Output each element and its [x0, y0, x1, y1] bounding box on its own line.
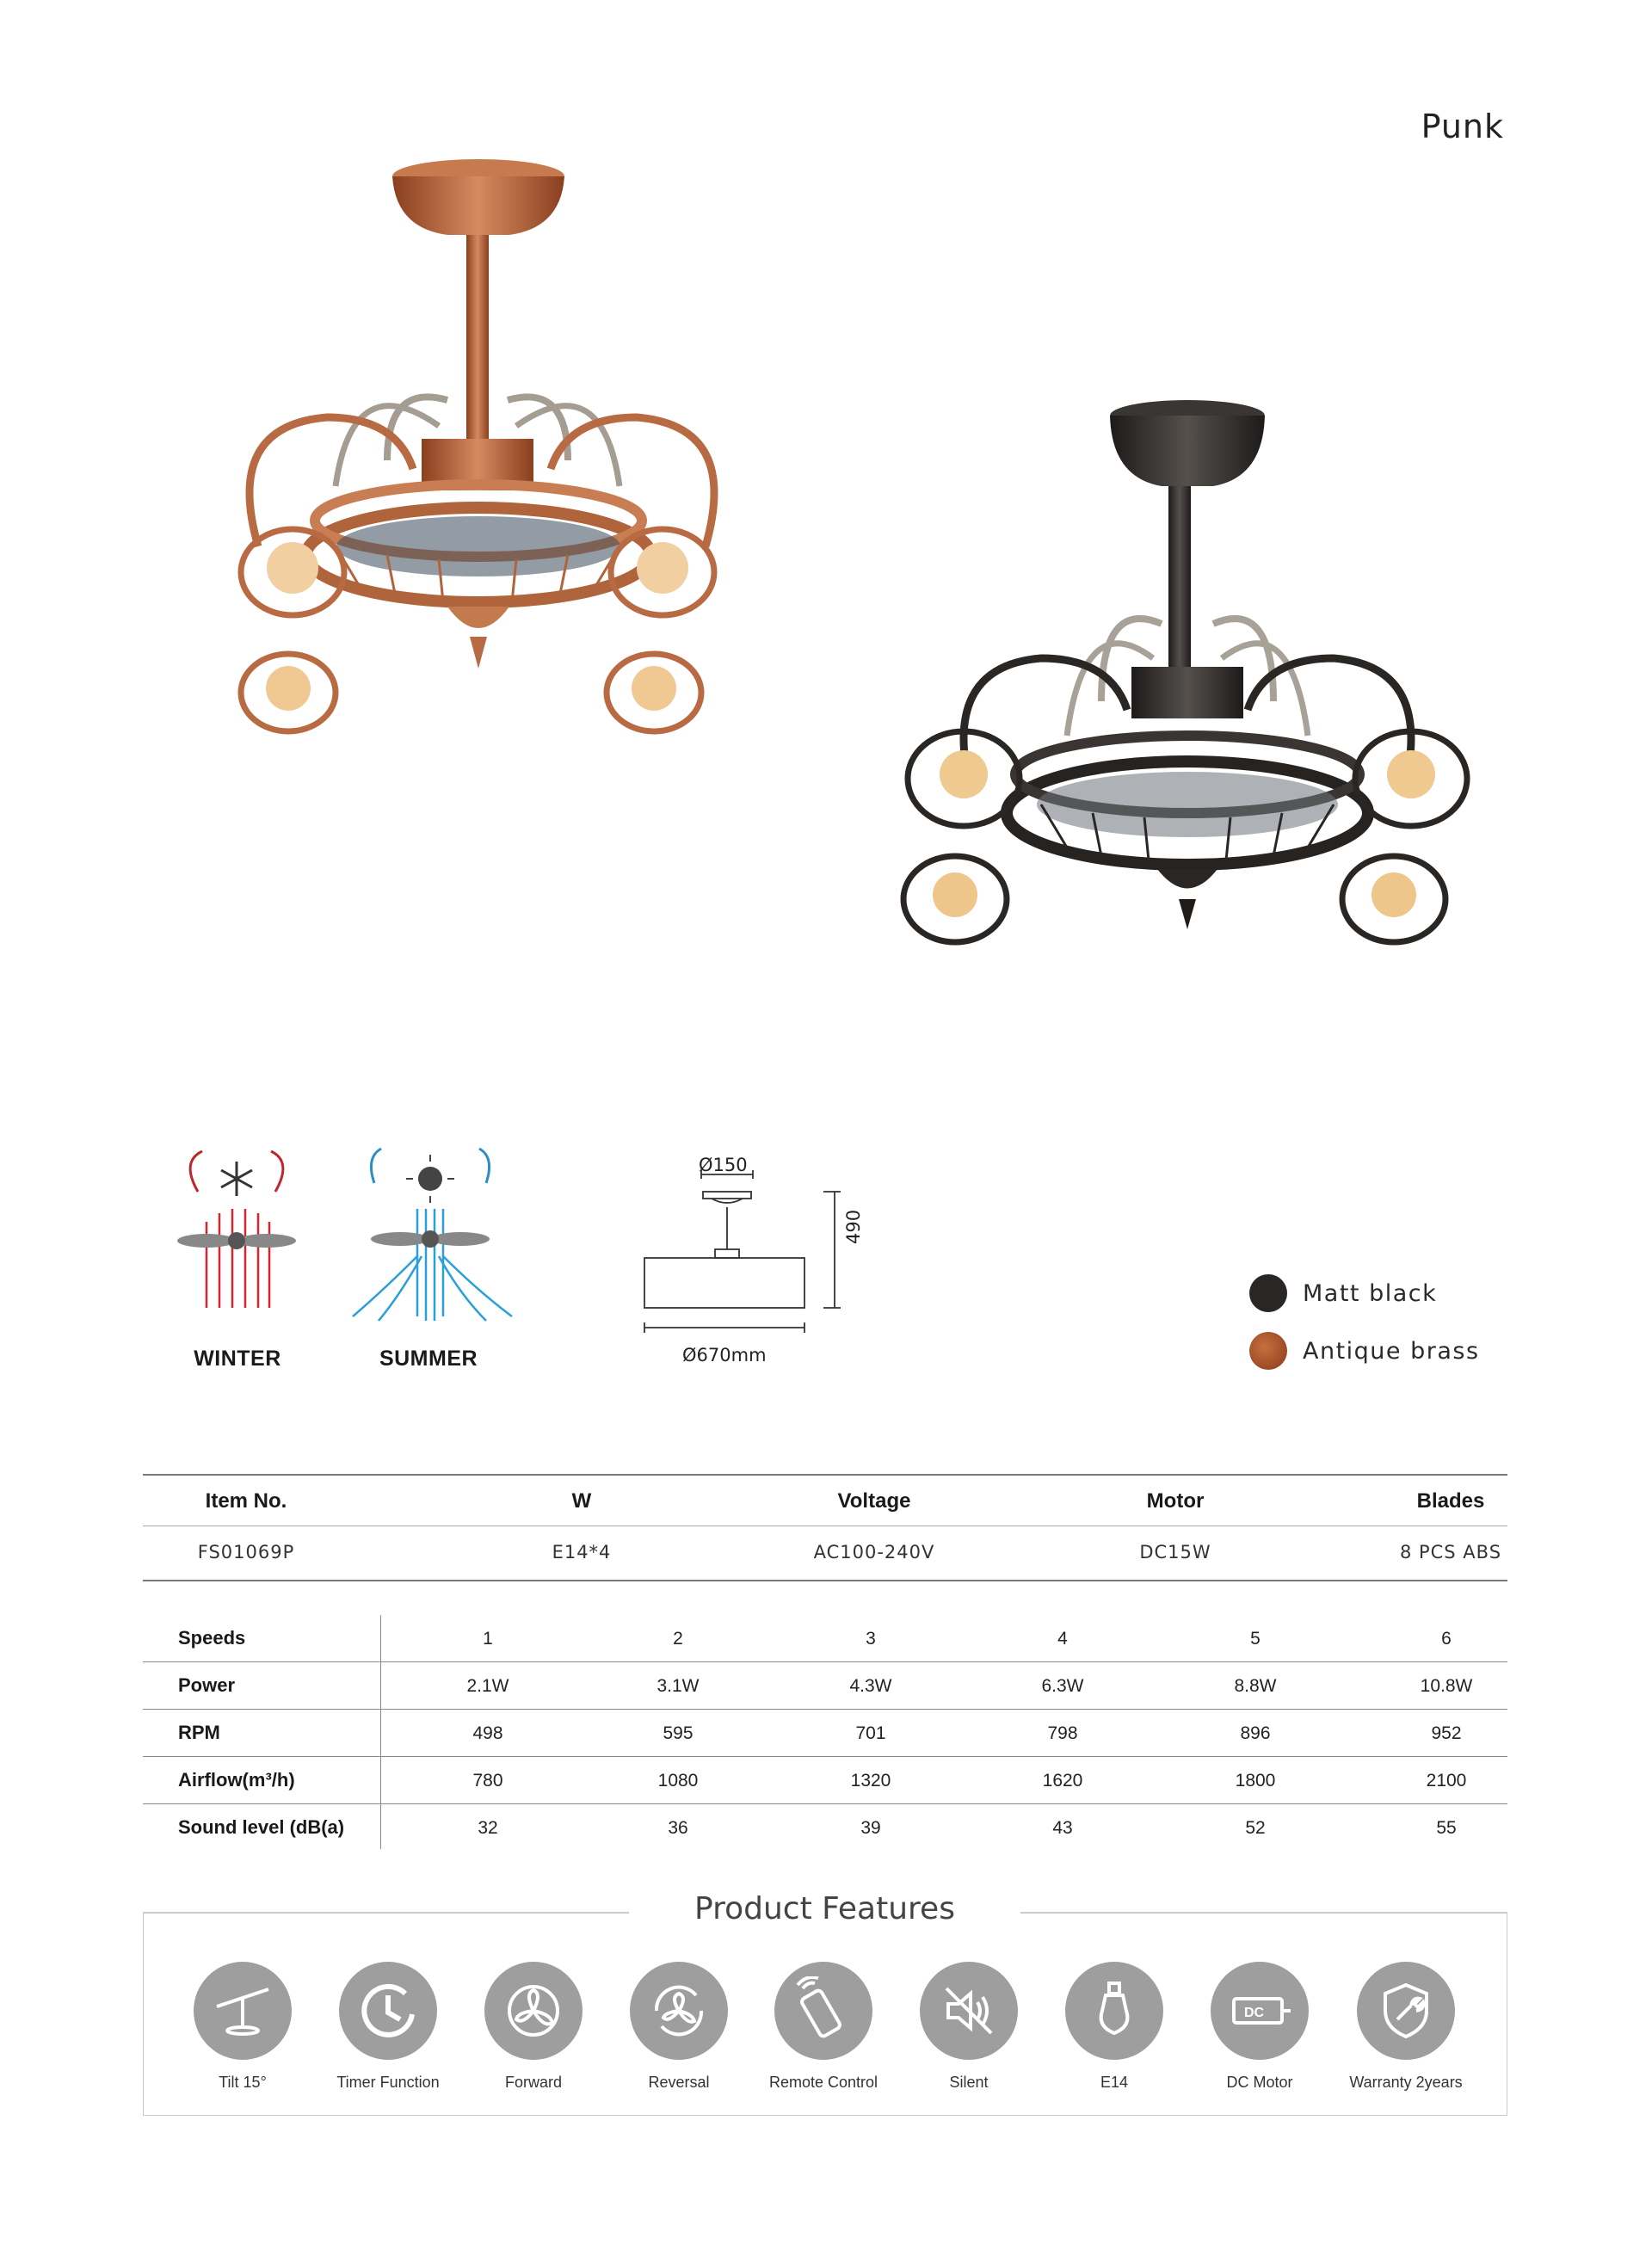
table-cell: 1800: [1235, 1771, 1276, 1791]
feature-tilt: [170, 1962, 316, 2092]
table-cell: 498: [472, 1723, 503, 1743]
table-cell: 3.1W: [656, 1676, 700, 1696]
table-cell: 1: [483, 1629, 493, 1649]
remote-control-icon: [774, 1962, 872, 2060]
finish-matt-black: [1249, 1274, 1437, 1312]
fan-image-matt-black: [869, 391, 1489, 959]
table-cell: 3: [866, 1629, 876, 1649]
dimension-canopy: Ø150: [699, 1155, 748, 1175]
spec-value-w: E14*4: [552, 1542, 612, 1563]
spec-header-item: Item No.: [205, 1489, 287, 1513]
row-label: Sound level (dB(a): [178, 1816, 345, 1838]
table-row: [143, 1615, 1507, 1661]
speed-table: [143, 1615, 1507, 1856]
table-cell: 1620: [1042, 1771, 1083, 1791]
spec-value-voltage: AC100-240V: [813, 1542, 935, 1563]
row-label: Power: [178, 1674, 236, 1696]
table-cell: 2100: [1426, 1771, 1467, 1791]
table-cell: 43: [1052, 1818, 1073, 1838]
table-row: [143, 1662, 1507, 1709]
dimension-drawing: [641, 1166, 848, 1347]
reversal-icon: [630, 1962, 728, 2060]
svg-text:DC: DC: [1244, 2006, 1265, 2020]
table-cell: 6.3W: [1041, 1676, 1084, 1696]
spec-header-motor: Motor: [1146, 1489, 1205, 1513]
finish-antique-brass: [1249, 1332, 1480, 1370]
table-cell: 8.8W: [1234, 1676, 1277, 1696]
table-cell: 780: [472, 1771, 503, 1791]
table-cell: 896: [1240, 1723, 1271, 1743]
table-cell: 1320: [850, 1771, 891, 1791]
table-cell: 6: [1441, 1629, 1452, 1649]
spec-value-item: FS01069P: [197, 1542, 295, 1563]
features-border: [143, 1912, 629, 1914]
bulb-icon: [1065, 1962, 1163, 2060]
winter-label: WINTER: [194, 1347, 281, 1371]
spec-value-motor: DC15W: [1139, 1542, 1211, 1563]
table-rule: [143, 1474, 1507, 1476]
table-cell: 701: [855, 1723, 886, 1743]
warranty-icon: [1357, 1962, 1455, 2060]
swatch-antique-brass: [1249, 1332, 1287, 1370]
table-cell: 52: [1245, 1818, 1266, 1838]
tilt-icon: [194, 1962, 292, 2060]
spec-header-w: W: [571, 1489, 592, 1513]
table-cell: 55: [1436, 1818, 1457, 1838]
features-title: Product Features: [694, 1891, 955, 1926]
dc-motor-icon: [1211, 1962, 1309, 2060]
row-label: Speeds: [178, 1627, 246, 1649]
forward-icon: [484, 1962, 583, 2060]
feature-dc-motor: [1187, 1962, 1333, 2092]
spec-header-voltage: Voltage: [837, 1489, 911, 1513]
table-cell: 2.1W: [466, 1676, 509, 1696]
table-cell: 10.8W: [1420, 1676, 1473, 1696]
finish-label: Antique brass: [1303, 1337, 1480, 1365]
feature-warranty: [1333, 1962, 1479, 2092]
spec-value-blades: 8 PCS ABS: [1399, 1542, 1502, 1563]
table-cell: 595: [663, 1723, 693, 1743]
series-title: Punk: [1421, 108, 1504, 145]
table-cell: 39: [860, 1818, 881, 1838]
feature-label: E14: [1100, 2074, 1129, 2091]
summer-label: SUMMER: [379, 1347, 478, 1371]
feature-label: Warranty 2years: [1349, 2074, 1463, 2091]
feature-remote-control: [750, 1962, 897, 2092]
swatch-matt-black: [1249, 1274, 1287, 1312]
table-cell: 2: [673, 1629, 683, 1649]
table-cell: 4.3W: [849, 1676, 892, 1696]
table-cell: 5: [1250, 1629, 1261, 1649]
table-row: [143, 1710, 1507, 1756]
fan-image-antique-brass: [189, 142, 783, 761]
feature-label: DC Motor: [1226, 2074, 1293, 2091]
table-row: [143, 1757, 1507, 1803]
feature-label: Forward: [504, 2074, 562, 2091]
feature-label: Silent: [949, 2074, 989, 2091]
feature-label: Reversal: [648, 2074, 710, 2091]
features-border: [1020, 1912, 1507, 1914]
summer-airflow-icon: [348, 1144, 521, 1334]
table-cell: 1080: [657, 1771, 699, 1791]
table-cell: 798: [1047, 1723, 1078, 1743]
winter-airflow-icon: [168, 1144, 305, 1316]
feature-reversal: [606, 1962, 752, 2092]
table-cell: 952: [1431, 1723, 1462, 1743]
feature-timer: [315, 1962, 461, 2092]
feature-label: Remote Control: [768, 2074, 878, 2091]
feature-silent: [896, 1962, 1042, 2092]
feature-label: Timer Function: [336, 2074, 440, 2091]
table-cell: 4: [1057, 1629, 1068, 1649]
dimension-diameter: Ø670mm: [682, 1345, 767, 1365]
dimension-height: 490: [843, 1209, 864, 1244]
row-label: RPM: [178, 1722, 220, 1743]
table-cell: 36: [668, 1818, 688, 1838]
table-rule: [143, 1580, 1507, 1581]
silent-icon: [920, 1962, 1018, 2060]
finish-label: Matt black: [1303, 1279, 1438, 1307]
spec-header-blades: Blades: [1416, 1489, 1485, 1513]
table-cell: 32: [478, 1818, 498, 1838]
feature-forward: [460, 1962, 607, 2092]
table-row: [143, 1804, 1507, 1851]
row-label: Airflow(m³/h): [178, 1769, 295, 1791]
feature-e14: [1041, 1962, 1187, 2092]
feature-label: Tilt 15°: [219, 2074, 267, 2091]
timer-icon: [339, 1962, 437, 2060]
